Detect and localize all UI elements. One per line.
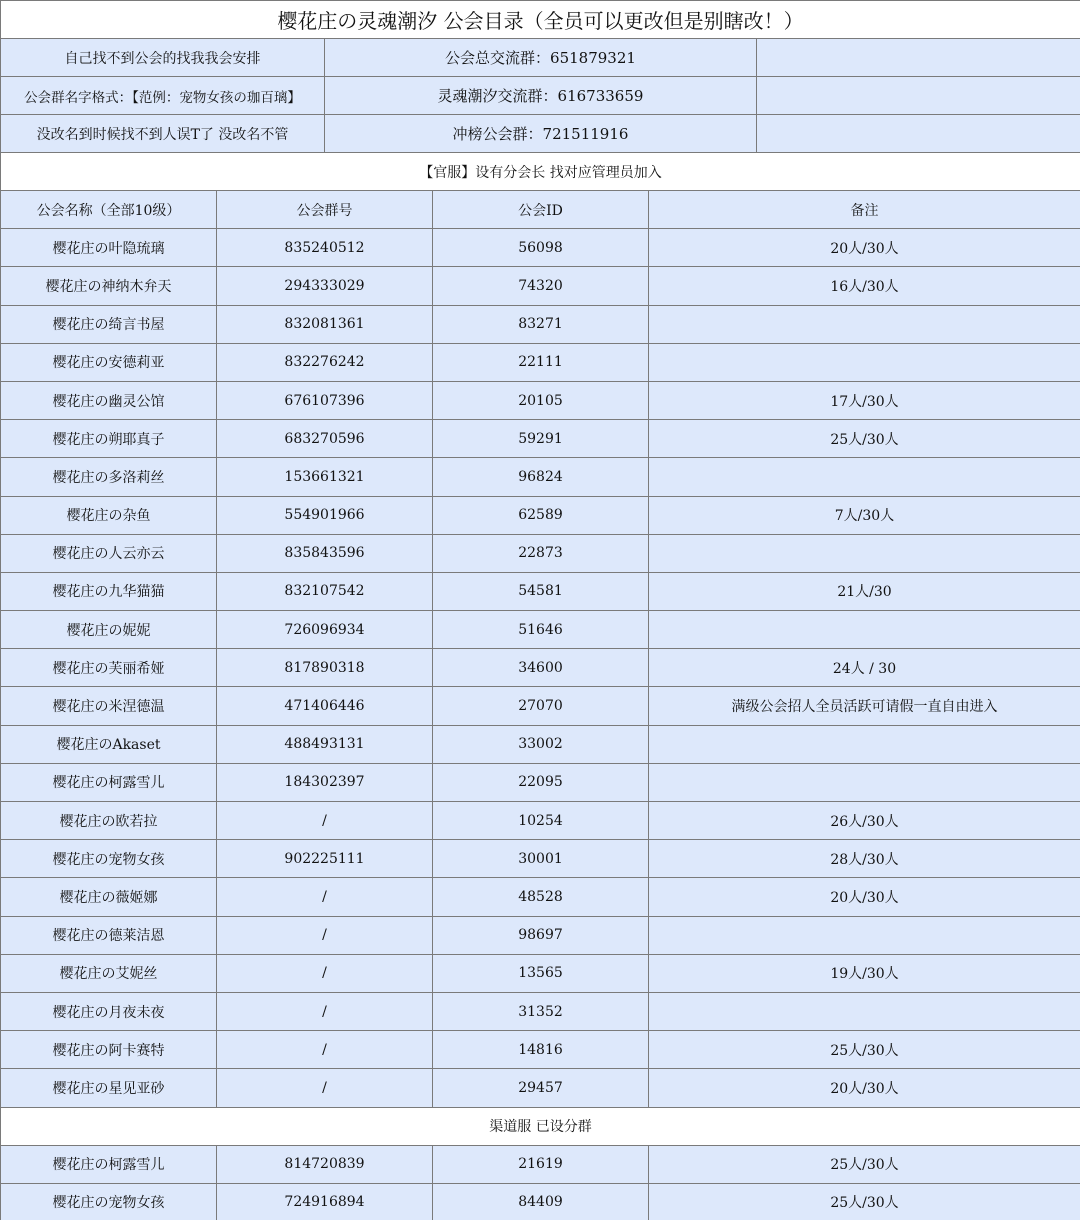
remark-cell[interactable] bbox=[649, 458, 1080, 496]
group-number-cell[interactable]: 683270596 bbox=[217, 420, 433, 458]
remark-cell[interactable] bbox=[649, 726, 1080, 764]
guild-id-cell[interactable]: 30001 bbox=[433, 840, 649, 878]
remark-cell[interactable]: 25人/30人 bbox=[649, 420, 1080, 458]
guild-id-cell[interactable]: 21619 bbox=[433, 1146, 649, 1184]
group-number-cell[interactable]: 554901966 bbox=[217, 497, 433, 535]
guild-name-cell[interactable]: 樱花庄の月夜未夜 bbox=[1, 993, 217, 1031]
guild-name-cell[interactable]: 樱花庄の幽灵公馆 bbox=[1, 382, 217, 420]
info-extra[interactable] bbox=[757, 77, 1080, 115]
guild-name-cell[interactable]: 樱花庄の星见亚砂 bbox=[1, 1069, 217, 1107]
group-number-cell[interactable]: / bbox=[217, 1069, 433, 1107]
remark-cell[interactable]: 20人/30人 bbox=[649, 878, 1080, 916]
remark-cell[interactable]: 25人/30人 bbox=[649, 1146, 1080, 1184]
remark-cell[interactable] bbox=[649, 764, 1080, 802]
table-row bbox=[1, 344, 1080, 382]
info-row-2 bbox=[1, 77, 1080, 115]
remark-cell[interactable] bbox=[649, 535, 1080, 573]
guild-name-cell[interactable]: 樱花庄の芙丽希娅 bbox=[1, 649, 217, 687]
table-row bbox=[1, 1069, 1080, 1107]
info-note[interactable]: 公会群名字格式：【范例：宠物女孩の珈百璃】 bbox=[1, 77, 325, 115]
guild-id-cell[interactable]: 27070 bbox=[433, 687, 649, 725]
table-row bbox=[1, 955, 1080, 993]
guild-name-cell[interactable]: 樱花庄の神纳木弁天 bbox=[1, 267, 217, 305]
group-number-cell[interactable]: 817890318 bbox=[217, 649, 433, 687]
remark-cell[interactable]: 26人/30人 bbox=[649, 802, 1080, 840]
info-group[interactable]: 冲榜公会群：721511916 bbox=[325, 115, 757, 153]
info-row-1 bbox=[1, 39, 1080, 77]
table-row bbox=[1, 649, 1080, 687]
group-number-cell[interactable]: 835240512 bbox=[217, 229, 433, 267]
table-row bbox=[1, 497, 1080, 535]
remark-cell[interactable] bbox=[649, 993, 1080, 1031]
header-guild-id[interactable]: 公会ID bbox=[433, 191, 649, 229]
guild-name-cell[interactable]: 樱花庄の德莱洁恩 bbox=[1, 917, 217, 955]
page-title: 樱花庄の灵魂潮汐 公会目录（全员可以更改但是别瞎改！） bbox=[1, 1, 1080, 39]
info-extra[interactable] bbox=[757, 115, 1080, 153]
remark-cell[interactable] bbox=[649, 611, 1080, 649]
guild-name-cell[interactable]: 樱花庄の柯露雪儿 bbox=[1, 764, 217, 802]
guild-id-cell[interactable]: 14816 bbox=[433, 1031, 649, 1069]
header-remark[interactable]: 备注 bbox=[649, 191, 1080, 229]
guild-id-cell[interactable]: 13565 bbox=[433, 955, 649, 993]
guild-name-cell[interactable]: 樱花庄の绮言书屋 bbox=[1, 306, 217, 344]
guild-name-cell[interactable]: 樱花庄の米涅德温 bbox=[1, 687, 217, 725]
remark-cell[interactable]: 28人/30人 bbox=[649, 840, 1080, 878]
guild-id-cell[interactable]: 74320 bbox=[433, 267, 649, 305]
group-number-cell[interactable]: 832107542 bbox=[217, 573, 433, 611]
group-number-cell[interactable]: 832276242 bbox=[217, 344, 433, 382]
table-row bbox=[1, 764, 1080, 802]
remark-cell[interactable]: 16人/30人 bbox=[649, 267, 1080, 305]
info-extra[interactable] bbox=[757, 39, 1080, 77]
guild-id-cell[interactable]: 54581 bbox=[433, 573, 649, 611]
guild-name-cell[interactable]: 樱花庄の朔耶真子 bbox=[1, 420, 217, 458]
remark-cell[interactable]: 满级公会招人全员活跃可请假一直自由进入 bbox=[649, 687, 1080, 725]
guild-name-cell[interactable]: 樱花庄の艾妮丝 bbox=[1, 955, 217, 993]
guild-id-cell[interactable]: 96824 bbox=[433, 458, 649, 496]
guild-name-cell[interactable]: 樱花庄の多洛莉丝 bbox=[1, 458, 217, 496]
guild-id-cell[interactable]: 59291 bbox=[433, 420, 649, 458]
guild-id-cell[interactable]: 33002 bbox=[433, 726, 649, 764]
guild-id-cell[interactable]: 22095 bbox=[433, 764, 649, 802]
remark-cell[interactable]: 20人/30人 bbox=[649, 1069, 1080, 1107]
table-row bbox=[1, 1146, 1080, 1184]
group-number-cell[interactable]: 814720839 bbox=[217, 1146, 433, 1184]
remark-cell[interactable] bbox=[649, 306, 1080, 344]
group-number-cell[interactable]: 676107396 bbox=[217, 382, 433, 420]
table-row bbox=[1, 611, 1080, 649]
table-row bbox=[1, 535, 1080, 573]
guild-name-cell[interactable]: 樱花庄の宠物女孩 bbox=[1, 1184, 217, 1220]
channel-table-body bbox=[1, 1146, 1080, 1220]
table-row bbox=[1, 687, 1080, 725]
guild-name-cell[interactable]: 樱花庄のAkaset bbox=[1, 726, 217, 764]
guild-name-cell[interactable]: 樱花庄の九华猫猫 bbox=[1, 573, 217, 611]
table-row bbox=[1, 306, 1080, 344]
guild-name-cell[interactable]: 樱花庄の宠物女孩 bbox=[1, 840, 217, 878]
guild-name-cell[interactable]: 樱花庄の安德莉亚 bbox=[1, 344, 217, 382]
info-note[interactable]: 自己找不到公会的找我我会安排 bbox=[1, 39, 325, 77]
remark-cell[interactable] bbox=[649, 344, 1080, 382]
section-channel-row bbox=[1, 1108, 1080, 1146]
guild-id-cell[interactable]: 84409 bbox=[433, 1184, 649, 1220]
guild-id-cell[interactable]: 51646 bbox=[433, 611, 649, 649]
title-row bbox=[1, 1, 1080, 39]
guild-id-cell[interactable]: 83271 bbox=[433, 306, 649, 344]
guild-id-cell[interactable]: 20105 bbox=[433, 382, 649, 420]
remark-cell[interactable]: 21人/30 bbox=[649, 573, 1080, 611]
section-official-title: 【官服】设有分会长 找对应管理员加入 bbox=[1, 153, 1080, 191]
table-row bbox=[1, 1031, 1080, 1069]
table-row bbox=[1, 229, 1080, 267]
guild-id-cell[interactable]: 10254 bbox=[433, 802, 649, 840]
remark-cell[interactable]: 24人 / 30 bbox=[649, 649, 1080, 687]
guild-id-cell[interactable]: 98697 bbox=[433, 917, 649, 955]
guild-name-cell[interactable]: 樱花庄の柯露雪儿 bbox=[1, 1146, 217, 1184]
group-number-cell[interactable]: 835843596 bbox=[217, 535, 433, 573]
group-number-cell[interactable]: 488493131 bbox=[217, 726, 433, 764]
group-number-cell[interactable]: 471406446 bbox=[217, 687, 433, 725]
remark-cell[interactable]: 7人/30人 bbox=[649, 497, 1080, 535]
header-guild-name[interactable]: 公会名称（全部10级） bbox=[1, 191, 217, 229]
remark-cell[interactable]: 20人/30人 bbox=[649, 229, 1080, 267]
guild-name-cell[interactable]: 樱花庄の妮妮 bbox=[1, 611, 217, 649]
group-number-cell[interactable]: 153661321 bbox=[217, 458, 433, 496]
section-channel-title: 渠道服 已设分群 bbox=[1, 1108, 1080, 1146]
header-row bbox=[1, 191, 1080, 229]
group-number-cell[interactable]: 294333029 bbox=[217, 267, 433, 305]
group-number-cell[interactable]: / bbox=[217, 955, 433, 993]
group-number-cell[interactable]: 184302397 bbox=[217, 764, 433, 802]
table-row bbox=[1, 802, 1080, 840]
guild-id-cell[interactable]: 22873 bbox=[433, 535, 649, 573]
group-number-cell[interactable]: 724916894 bbox=[217, 1184, 433, 1220]
table-row bbox=[1, 420, 1080, 458]
group-number-cell[interactable]: / bbox=[217, 802, 433, 840]
group-number-cell[interactable]: / bbox=[217, 878, 433, 916]
remark-cell[interactable]: 25人/30人 bbox=[649, 1031, 1080, 1069]
table-row bbox=[1, 267, 1080, 305]
guild-id-cell[interactable]: 62589 bbox=[433, 497, 649, 535]
info-note[interactable]: 没改名到时候找不到人误T了 没改名不管 bbox=[1, 115, 325, 153]
info-group[interactable]: 公会总交流群：651879321 bbox=[325, 39, 757, 77]
table-row bbox=[1, 878, 1080, 916]
guild-id-cell[interactable]: 34600 bbox=[433, 649, 649, 687]
remark-cell[interactable]: 17人/30人 bbox=[649, 382, 1080, 420]
section-official-row bbox=[1, 153, 1080, 191]
guild-name-cell[interactable]: 樱花庄の欧若拉 bbox=[1, 802, 217, 840]
group-number-cell[interactable]: / bbox=[217, 993, 433, 1031]
guild-id-cell[interactable]: 29457 bbox=[433, 1069, 649, 1107]
guild-id-cell[interactable]: 31352 bbox=[433, 993, 649, 1031]
guild-name-cell[interactable]: 樱花庄の杂鱼 bbox=[1, 497, 217, 535]
group-number-cell[interactable]: / bbox=[217, 1031, 433, 1069]
table-row bbox=[1, 573, 1080, 611]
table-row bbox=[1, 840, 1080, 878]
guild-name-cell[interactable]: 樱花庄の人云亦云 bbox=[1, 535, 217, 573]
remark-cell[interactable] bbox=[649, 917, 1080, 955]
official-table-body bbox=[1, 229, 1080, 1107]
table-row bbox=[1, 917, 1080, 955]
guild-id-cell[interactable]: 56098 bbox=[433, 229, 649, 267]
guild-id-cell[interactable]: 22111 bbox=[433, 344, 649, 382]
group-number-cell[interactable]: / bbox=[217, 917, 433, 955]
header-group-number[interactable]: 公会群号 bbox=[217, 191, 433, 229]
info-row-3 bbox=[1, 115, 1080, 153]
table-row bbox=[1, 1184, 1080, 1220]
table-row bbox=[1, 993, 1080, 1031]
guild-name-cell[interactable]: 樱花庄の薇姬娜 bbox=[1, 878, 217, 916]
group-number-cell[interactable]: 726096934 bbox=[217, 611, 433, 649]
table-row bbox=[1, 726, 1080, 764]
table-row bbox=[1, 458, 1080, 496]
group-number-cell[interactable]: 832081361 bbox=[217, 306, 433, 344]
group-number-cell[interactable]: 902225111 bbox=[217, 840, 433, 878]
remark-cell[interactable]: 19人/30人 bbox=[649, 955, 1080, 993]
remark-cell[interactable]: 25人/30人 bbox=[649, 1184, 1080, 1220]
guild-name-cell[interactable]: 樱花庄の叶隐琉璃 bbox=[1, 229, 217, 267]
table-row bbox=[1, 382, 1080, 420]
guild-name-cell[interactable]: 樱花庄の阿卡赛特 bbox=[1, 1031, 217, 1069]
guild-id-cell[interactable]: 48528 bbox=[433, 878, 649, 916]
info-group[interactable]: 灵魂潮汐交流群：616733659 bbox=[325, 77, 757, 115]
